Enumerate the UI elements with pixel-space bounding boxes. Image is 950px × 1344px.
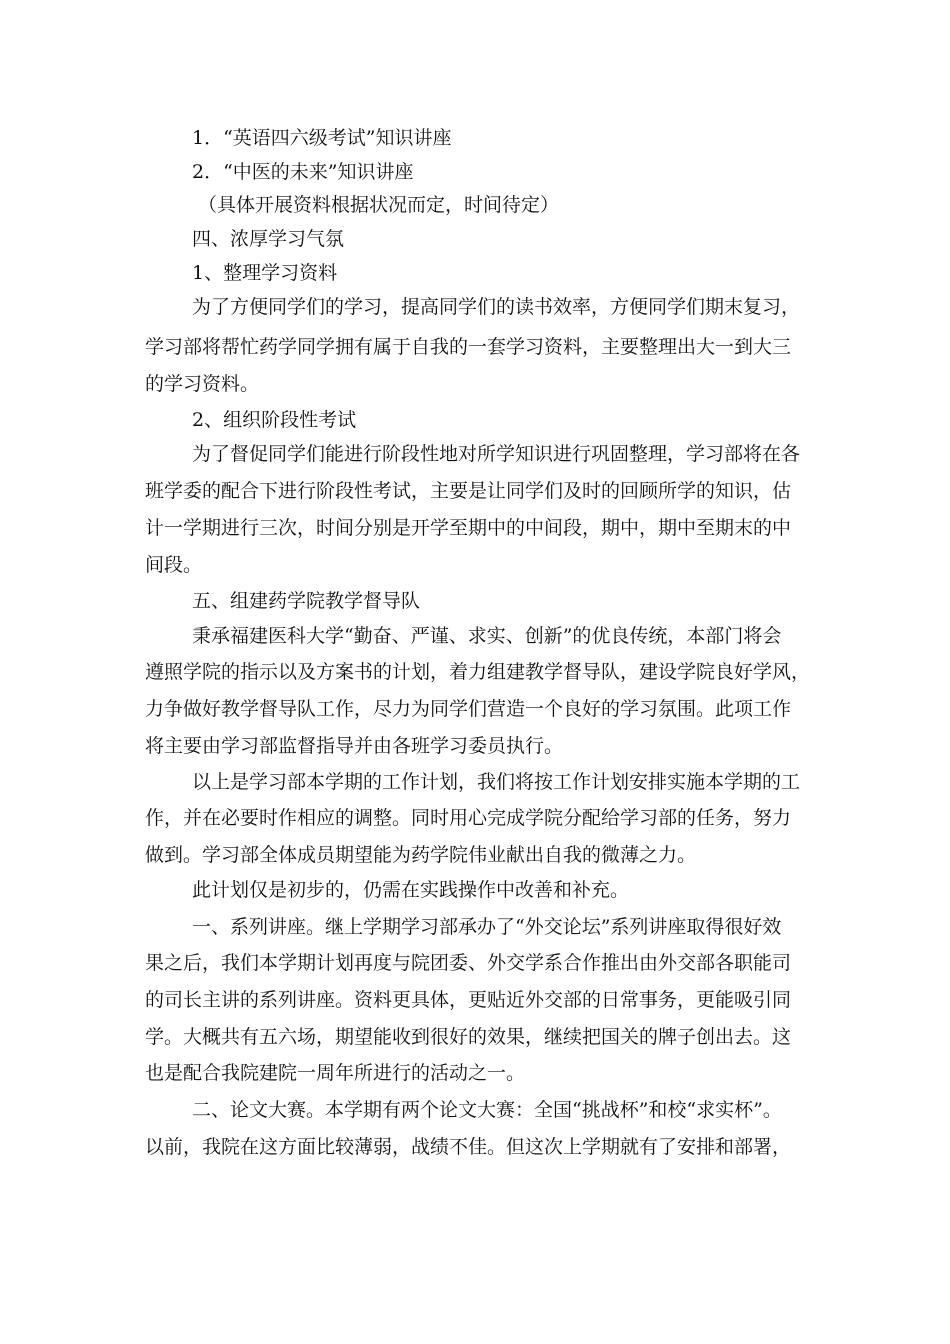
lecture-note: （具体开展资料根据状况而定，时间待定）: [198, 194, 560, 216]
paragraph-line: 遵照学院的指示以及方案书的计划，着力组建教学督导队，建设学院良好学风，: [145, 661, 811, 683]
paragraph-line: 为了督促同学们能进行阶段性地对所学知识进行巩固整理，学习部将在各: [192, 443, 801, 465]
paragraph-line: 果之后，我们本学期计划再度与院团委、外交学系合作推出由外交部各职能司: [145, 952, 792, 974]
paragraph-line: 也是配合我院建院一周年所进行的活动之一。: [145, 1062, 526, 1084]
paragraph-line: 一、系列讲座。继上学期学习部承办了“外交论坛”系列讲座取得很好效: [192, 916, 782, 938]
paragraph-line: 以前，我院在这方面比较薄弱，战绩不佳。但这次上学期就有了安排和部署，: [145, 1136, 792, 1158]
section-heading-4: 四、浓厚学习气氛: [192, 228, 345, 250]
paragraph-line: 计一学期进行三次，时间分别是开学至期中的中间段，期中，期中至期末的中: [145, 517, 792, 539]
paragraph-line: 学习部将帮忙药学同学拥有属于自我的一套学习资料，主要整理出大一到大三: [145, 336, 792, 358]
paragraph-line: 秉承福建医科大学“勤奋、严谨、求实、创新”的优良传统，本部门将会: [192, 625, 782, 647]
paragraph-line: 作，并在必要时作相应的调整。同时用心完成学院分配给学习部的任务，努力: [145, 807, 792, 829]
section-heading-5: 五、组建药学院教学督导队: [192, 590, 421, 612]
paragraph-line: 做到。学习部全体成员期望能为药学院伟业献出自我的微薄之力。: [145, 844, 697, 866]
paragraph-line: 学。大概共有五六场，期望能收到很好的效果，继续把国关的牌子创出去。这: [145, 1026, 792, 1048]
paragraph-line: 将主要由学习部监督指导并由各班学习委员执行。: [145, 735, 564, 757]
subheading-4-1: 1、整理学习资料: [192, 262, 338, 284]
lecture-item-2: 2．“中医的未来”知识讲座: [192, 161, 414, 183]
paragraph-line: 此计划仅是初步的，仍需在实践操作中改善和补充。: [192, 879, 630, 901]
paragraph-line: 间段。: [145, 554, 203, 576]
paragraph-line: 的学习资料。: [145, 373, 260, 395]
paragraph-line: 二、论文大赛。本学期有两个论文大赛：全国“挑战杯”和校“求实杯”。: [192, 1099, 782, 1121]
paragraph-line: 为了方便同学们的学习，提高同学们的读书效率，方便同学们期末复习，: [192, 296, 801, 318]
paragraph-line: 以上是学习部本学期的工作计划，我们将按工作计划安排实施本学期的工: [192, 771, 801, 793]
paragraph-line: 班学委的配合下进行阶段性考试，主要是让同学们及时的回顾所学的知识，估: [145, 480, 792, 502]
subheading-4-2: 2、组织阶段性考试: [192, 409, 357, 431]
paragraph-line: 力争做好教学督导队工作，尽力为同学们营造一个良好的学习氛围。此项工作: [145, 698, 792, 720]
paragraph-line: 的司长主讲的系列讲座。资料更具体，更贴近外交部的日常事务，更能吸引同: [145, 989, 792, 1011]
lecture-item-1: 1．“英语四六级考试”知识讲座: [192, 127, 452, 149]
